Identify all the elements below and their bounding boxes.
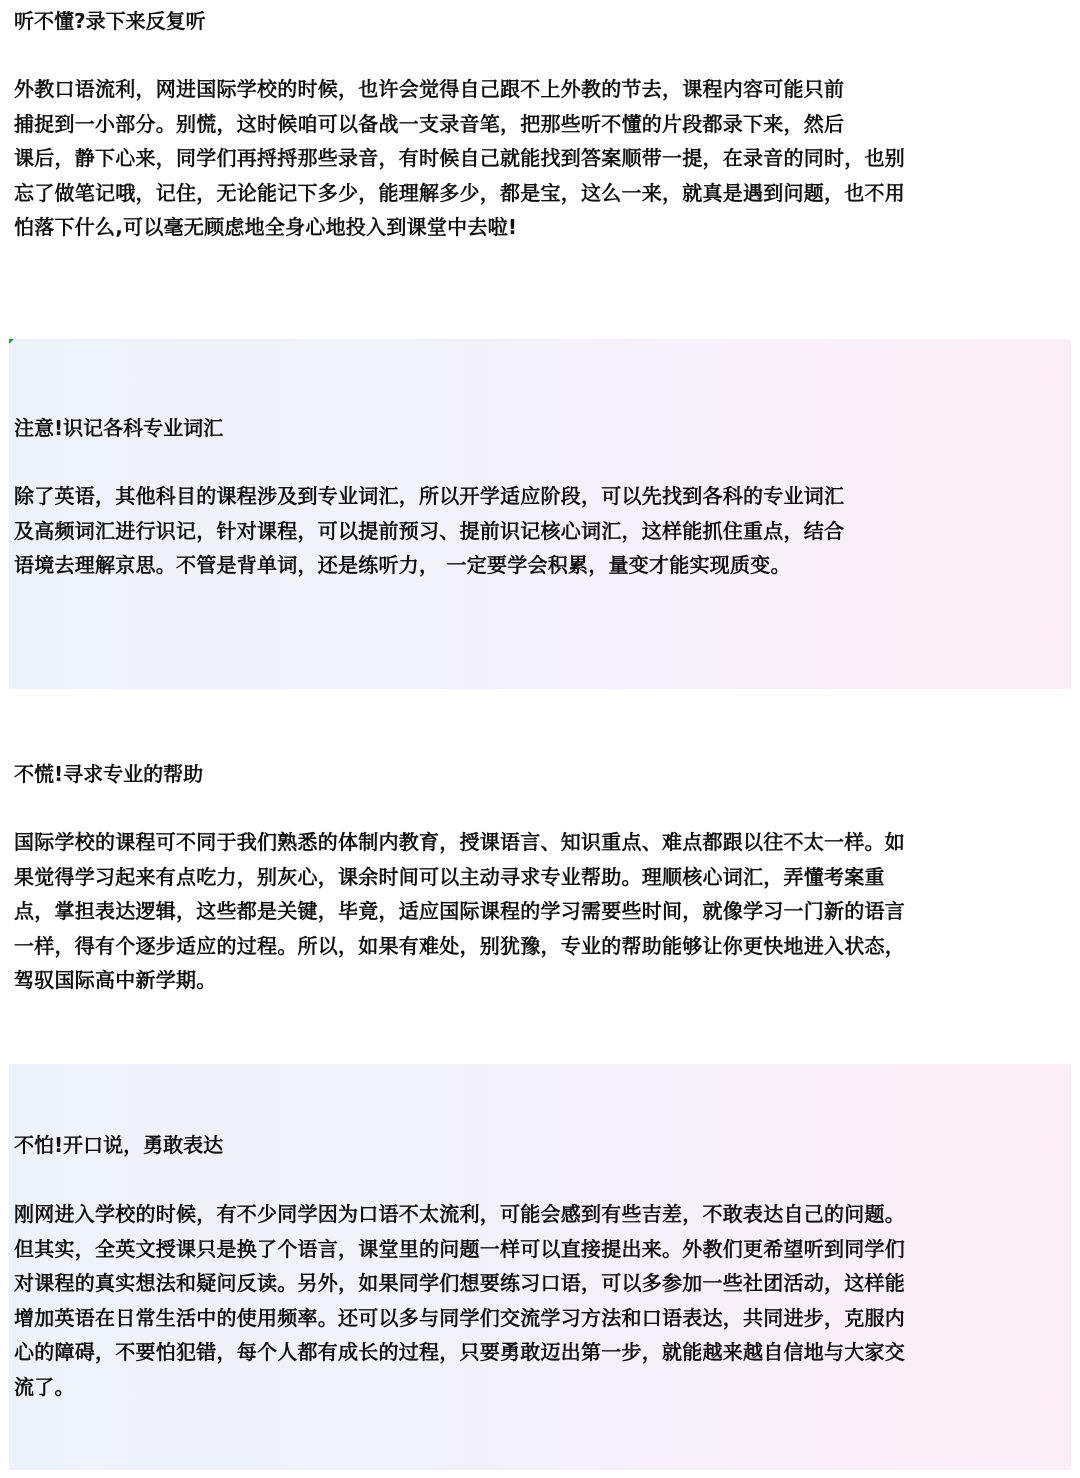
paragraph-line: 果觉得学习起来有点吃力，别灰心，课余时间可以主动寻求专业帮助。理顺核心词汇，弄懂考案重 (14, 864, 885, 889)
paragraph-line: 课后，静下心来，同学们再捋捋那些录音，有时候自己就能找到答案顺带一提，在录音的同时，也别 (14, 146, 905, 171)
section-heading: 不怕!开口说，勇敢表达 (14, 1133, 224, 1157)
section-paragraph (14, 479, 844, 583)
paragraph-line: 但其实，全英文授课只是换了个语言，课堂里的问题一样可以直接提出来。外教们更希望听到同学们 (14, 1236, 905, 1261)
section-vocabulary (9, 339, 1071, 689)
paragraph-line: 刚网进入学校的时候，有不少同学因为口语不太流利，可能会感到有些吉差，不敢表达自己的问题。 (14, 1202, 905, 1226)
paragraph-line: 一样，得有个逐步适应的过程。所以，如果有难处，别犹豫，专业的帮助能够让你更快地进入状态， (14, 933, 905, 958)
paragraph-line: 国际学校的课程可不同于我们熟悉的体制内教育，授课语言、知识重点、难点都跟以往不太一样。如 (14, 830, 905, 854)
paragraph-line: 忘了做笔记哦，记住，无论能记下多少，能理解多少，都是宝，这么一来，就真是遇到问题，也不用 (14, 180, 905, 205)
paragraph-line: 点，掌担表达逻辑，这些都是关键，毕竟，适应国际课程的学习需要些时间，就像学习一门新的语言 (14, 899, 905, 924)
paragraph-line: 怕落下什么,可以毫无顾虑地全身心地投入到课堂中去啦! (14, 215, 518, 240)
section-paragraph (14, 1197, 905, 1405)
paragraph-line: 对课程的真实想法和疑问反读。另外，如果同学们想要练习口语，可以多参加一些社团活动，这样能 (14, 1271, 905, 1296)
paragraph-line: 外教口语流利，网进国际学校的时候，也许会觉得自己跟不上外教的节去，课程内容可能只前 (14, 77, 845, 101)
section-heading: 注意!识记各科专业词汇 (14, 416, 224, 440)
paragraph-line: 增加英语在日常生活中的使用频率。还可以多与同学们交流学习方法和口语表达，共同进步，克服内 (14, 1305, 905, 1330)
section-heading: 不慌!寻求专业的帮助 (14, 762, 204, 786)
section-speak-up (9, 1064, 1071, 1470)
section-seek-help (9, 689, 1071, 1064)
paragraph-line: 心的障碍，不要怕犯错，每个人都有成长的过程，只要勇敢迈出第一步，就能越来越自信地与大家交 (14, 1340, 905, 1365)
paragraph-line: 捕捉到一小部分。别慌，这时候咱可以备战一支录音笔，把那些听不懂的片段都录下来，然后 (14, 111, 845, 136)
section-listen-record (9, 0, 1071, 300)
paragraph-line: 除了英语，其他科目的课程涉及到专业词汇，所以开学适应阶段，可以先找到各科的专业词汇 (14, 484, 845, 508)
section-paragraph (14, 72, 905, 245)
paragraph-line: 流了。 (14, 1374, 75, 1399)
section-paragraph (14, 825, 905, 998)
paragraph-line: 驾驭国际高中新学期。 (14, 968, 217, 993)
corner-marker-icon (9, 339, 14, 344)
section-heading: 听不懂?录下来反复听 (14, 9, 206, 33)
paragraph-line: 语境去理解京思。不管是背单词，还是练听力， 一定要学会积累，量变才能实现质变。 (14, 553, 791, 578)
paragraph-line: 及高频词汇进行识记，针对课程，可以提前预习、提前识记核心词汇，这样能抓住重点，结合 (14, 518, 845, 543)
